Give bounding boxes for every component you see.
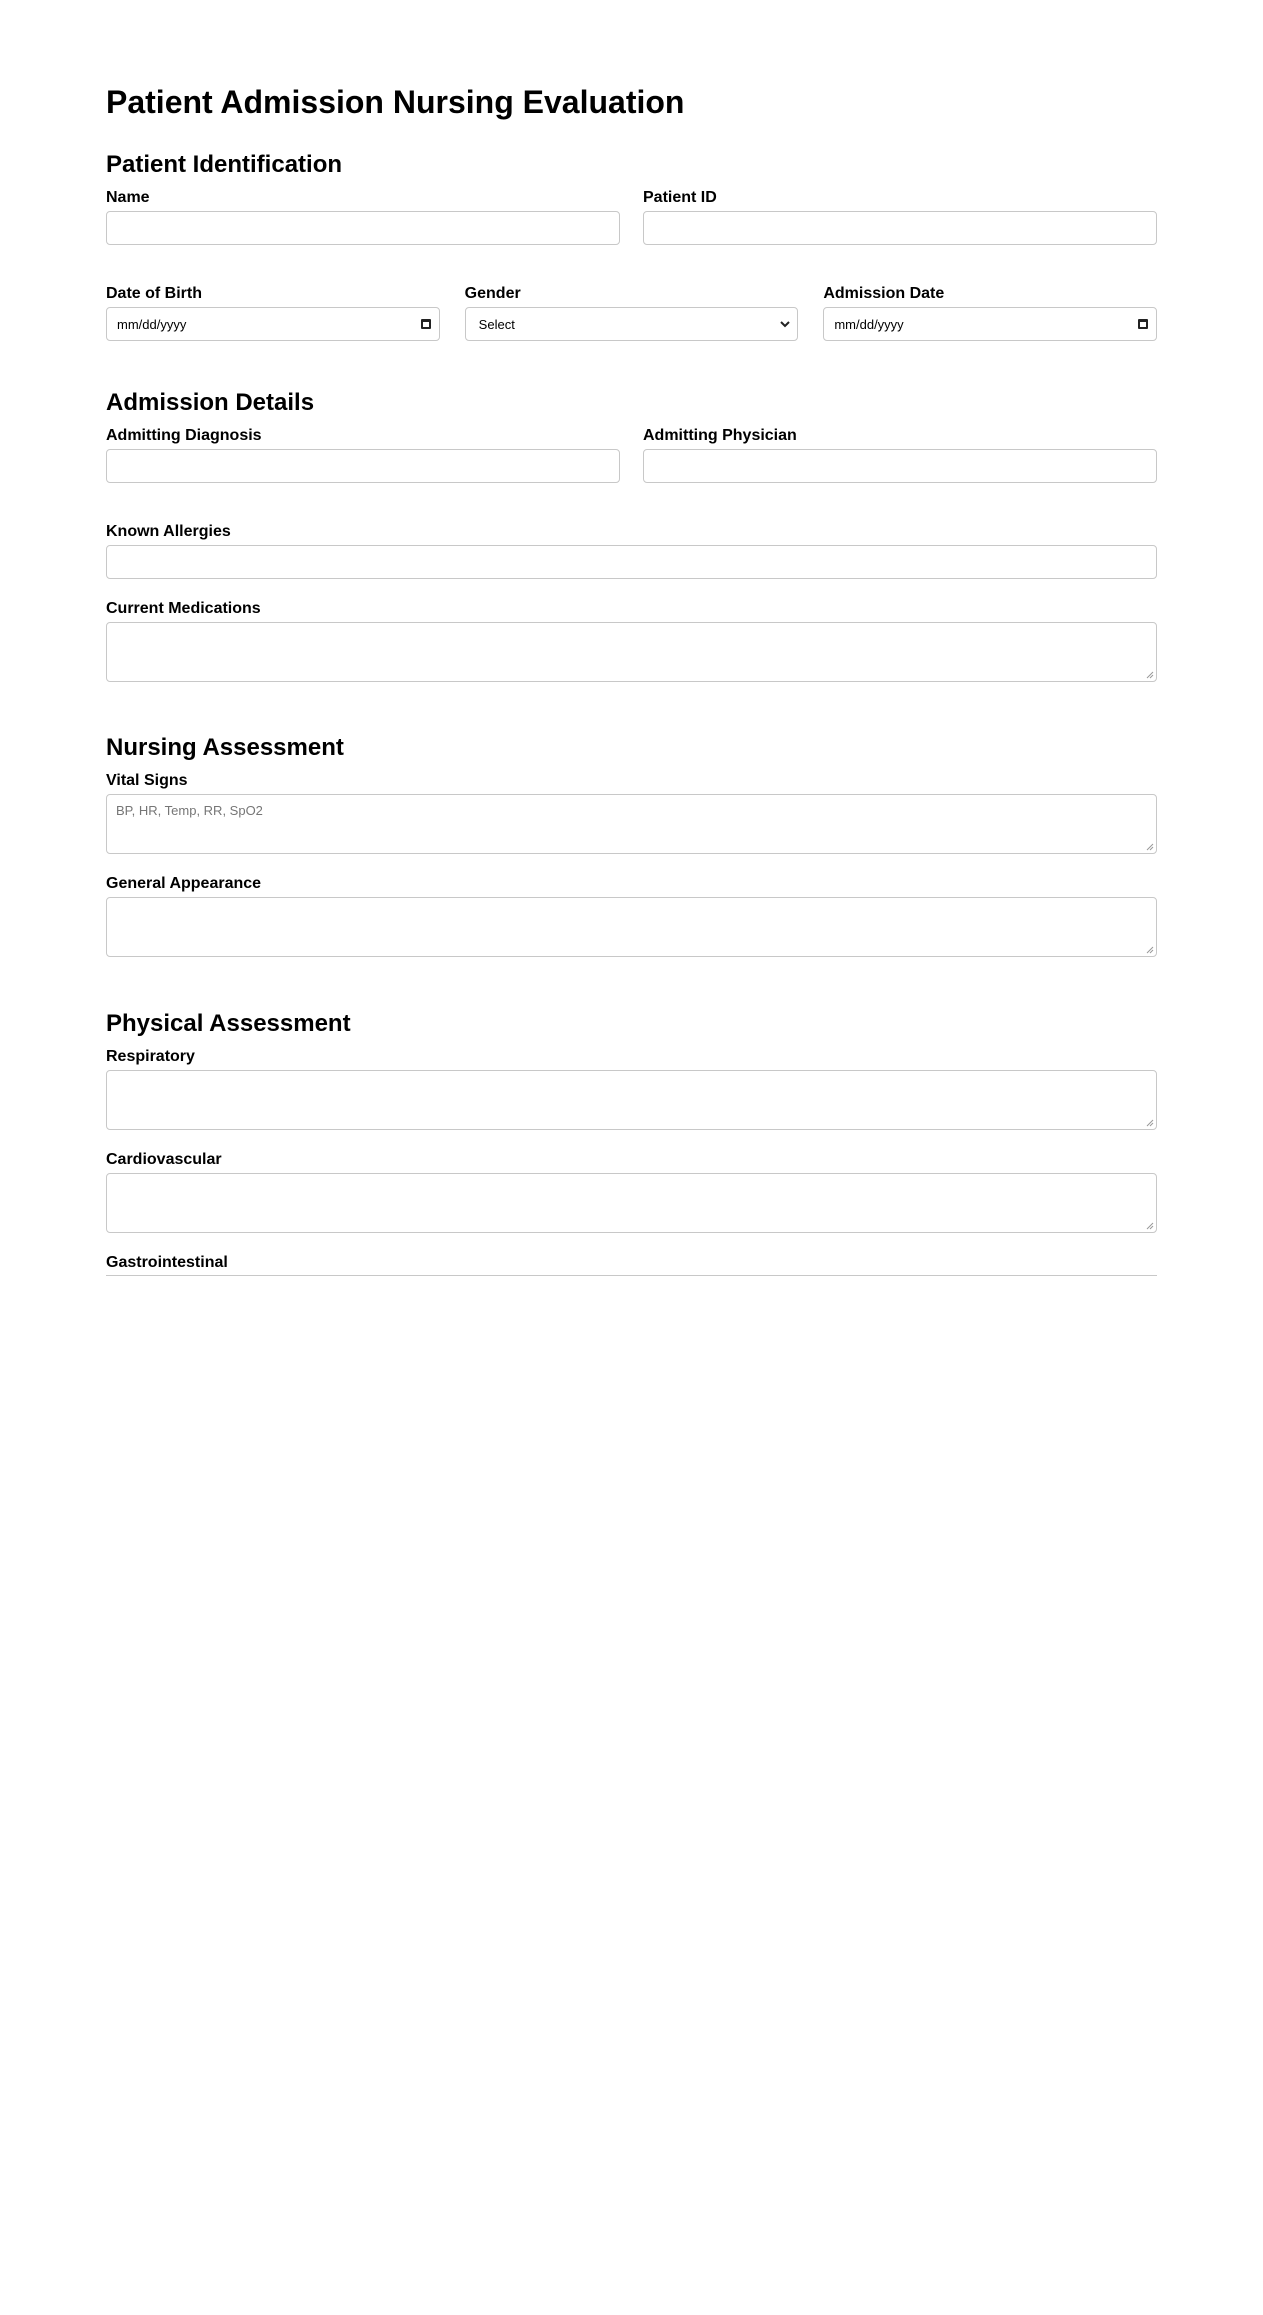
respiratory-textarea[interactable] xyxy=(106,1070,1157,1130)
calendar-icon[interactable] xyxy=(421,319,431,329)
respiratory-label: Respiratory xyxy=(106,1048,195,1065)
form-container xyxy=(106,0,1157,1276)
section-physical-assessment xyxy=(106,1009,1157,1276)
name-input[interactable] xyxy=(106,211,620,245)
gender-select[interactable] xyxy=(465,307,799,341)
section-title: Admission Details xyxy=(106,389,315,416)
section-patient-identification xyxy=(106,150,1157,341)
chevron-down-icon xyxy=(779,318,791,330)
patient-id-label: Patient ID xyxy=(643,189,717,206)
gastrointestinal-textarea-clipped[interactable] xyxy=(106,1275,1157,1276)
appearance-field-group xyxy=(106,875,1157,957)
diagnosis-label: Admitting Diagnosis xyxy=(106,427,262,444)
dob-field-group xyxy=(106,285,440,341)
section-nursing-assessment xyxy=(106,733,1157,957)
gastrointestinal-label: Gastrointestinal xyxy=(106,1254,228,1271)
diagnosis-field-group xyxy=(106,427,620,483)
name-field-group xyxy=(106,189,620,245)
dob-label: Date of Birth xyxy=(106,285,202,302)
cardiovascular-textarea[interactable] xyxy=(106,1173,1157,1233)
admission-date-input[interactable] xyxy=(823,307,1157,341)
section-title: Physical Assessment xyxy=(106,1010,351,1037)
allergies-label: Known Allergies xyxy=(106,523,231,540)
admission-date-field-group xyxy=(823,285,1157,341)
page-title: Patient Admission Nursing Evaluation xyxy=(106,84,685,120)
resize-grip-icon[interactable] xyxy=(1146,1222,1154,1230)
gender-selected-value: Select xyxy=(478,316,515,332)
admission-date-placeholder: mm/dd/yyyy xyxy=(834,316,904,332)
dob-input[interactable] xyxy=(106,307,440,341)
dob-placeholder: mm/dd/yyyy xyxy=(117,316,187,332)
allergies-input[interactable] xyxy=(106,545,1157,579)
resize-grip-icon[interactable] xyxy=(1146,671,1154,679)
section-admission-details xyxy=(106,388,1157,682)
admission-date-label: Admission Date xyxy=(823,285,945,302)
allergies-field-group xyxy=(106,523,1157,579)
section-title: Patient Identification xyxy=(106,151,343,178)
gender-field-group xyxy=(465,285,799,341)
patient-id-input[interactable] xyxy=(643,211,1157,245)
medications-field-group xyxy=(106,600,1157,682)
gender-label: Gender xyxy=(464,285,521,302)
respiratory-field-group xyxy=(106,1048,1157,1130)
physician-label: Admitting Physician xyxy=(643,427,797,444)
cardiovascular-label: Cardiovascular xyxy=(106,1151,222,1168)
diagnosis-input[interactable] xyxy=(106,449,620,483)
vitals-placeholder: BP, HR, Temp, RR, SpO2 xyxy=(116,803,263,818)
resize-grip-icon[interactable] xyxy=(1146,843,1154,851)
section-title: Nursing Assessment xyxy=(106,734,344,761)
appearance-label: General Appearance xyxy=(106,875,262,892)
physician-field-group xyxy=(643,427,1157,483)
physician-input[interactable] xyxy=(643,449,1157,483)
calendar-icon[interactable] xyxy=(1138,319,1148,329)
diagnosis-physician-row xyxy=(106,427,1157,483)
appearance-textarea[interactable] xyxy=(106,897,1157,957)
patient-id-field-group xyxy=(643,189,1157,245)
medications-label: Current Medications xyxy=(106,600,261,617)
name-label: Name xyxy=(106,189,150,206)
vitals-field-group xyxy=(106,772,1157,854)
cardiovascular-field-group xyxy=(106,1151,1157,1233)
resize-grip-icon[interactable] xyxy=(1146,946,1154,954)
gastrointestinal-field-group xyxy=(106,1254,1157,1276)
dob-gender-admission-row xyxy=(106,285,1157,341)
name-id-row xyxy=(106,189,1157,245)
vitals-label: Vital Signs xyxy=(106,772,188,789)
medications-textarea[interactable] xyxy=(106,622,1157,682)
resize-grip-icon[interactable] xyxy=(1146,1119,1154,1127)
vitals-textarea[interactable] xyxy=(106,794,1157,854)
